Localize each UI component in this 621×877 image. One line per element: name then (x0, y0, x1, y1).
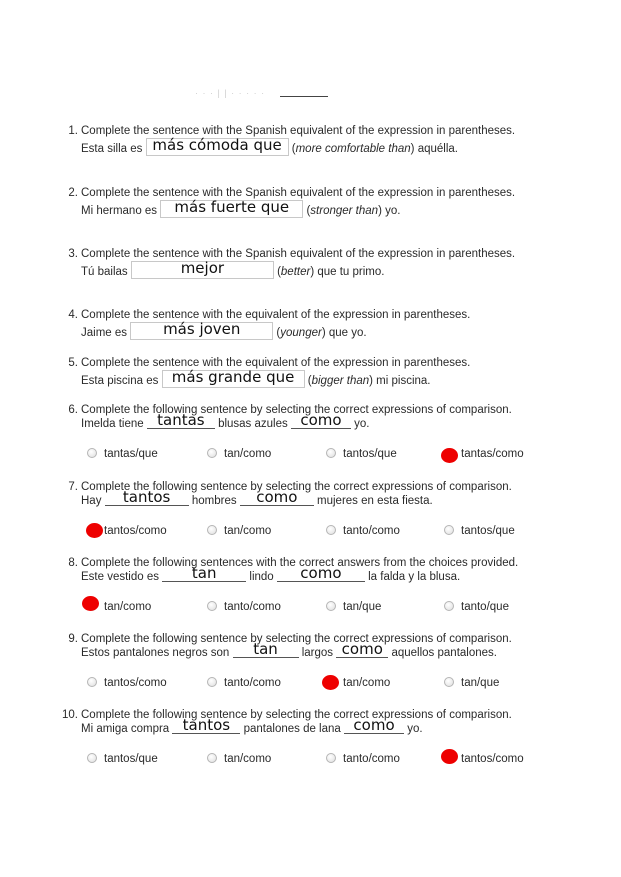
option-2[interactable] (207, 752, 271, 766)
option-label: tantos/que (461, 525, 515, 537)
question-number: 1. (68, 125, 78, 137)
option-label: tantos/como (461, 753, 524, 765)
sentence-end: aquélla. (417, 143, 458, 155)
answer-blank-2 (291, 411, 351, 429)
sentence-end: yo. (385, 205, 401, 217)
radio-button[interactable] (207, 448, 217, 458)
radio-button[interactable] (207, 525, 217, 535)
option-label: tantas/como (461, 448, 524, 460)
answer-blank-2 (240, 488, 314, 506)
sentence-start: Imelda tiene (81, 418, 144, 430)
question-instruction: Complete the sentence with the Spanish equivalent of the expression in parentheses. (81, 125, 516, 137)
question-sentence (81, 716, 521, 736)
question-sentence: Esta piscina es más grande que (bigger than) mi piscina. (81, 368, 431, 387)
option-2[interactable] (207, 676, 281, 690)
option-label: tanto/que (461, 601, 509, 613)
question-sentence (81, 411, 521, 431)
option-label: tan/como (224, 525, 272, 537)
radio-button[interactable] (207, 601, 217, 611)
option-3[interactable] (326, 600, 381, 614)
radio-button[interactable] (326, 525, 336, 535)
question-instruction: Complete the following sentence by selecting the correct expressions of comparison. (81, 709, 512, 721)
english-hint: bigger than (311, 375, 370, 387)
option-label: tan/que (461, 677, 500, 689)
radio-button[interactable] (87, 753, 97, 763)
question-instruction: Complete the sentence with the equivalent of the expression in parentheses. (81, 357, 471, 369)
options-q8 (0, 600, 621, 616)
sentence-start: Hay (81, 495, 102, 507)
sentence-start: Mi hermano es (81, 205, 158, 217)
handwritten-answer: más grande que (171, 368, 295, 386)
sentence-end: que tu primo. (317, 266, 385, 278)
option-label: tanto/como (343, 525, 400, 537)
handwritten-answer: tan (253, 640, 278, 658)
question-instruction: Complete the following sentence by selecting the correct expressions of comparison. (81, 481, 512, 493)
handwritten-answer: más cómoda que (152, 136, 282, 154)
answer-blank-2 (344, 716, 404, 734)
radio-button[interactable] (87, 448, 97, 458)
sentence-start: Estos pantalones negros son (81, 647, 230, 659)
sentence-end: aquellos pantalones. (391, 647, 497, 659)
faded-header-line (195, 88, 425, 102)
sentence-end: la falda y la blusa. (368, 571, 461, 583)
sentence-middle: blusas azules (218, 418, 288, 430)
option-label: tantos/que (343, 448, 397, 460)
faded-header-text: · · · | | · · · · · (195, 88, 266, 98)
options-q10 (0, 752, 621, 768)
radio-button[interactable] (444, 601, 454, 611)
sentence-start: Tú bailas (81, 266, 128, 278)
answer-input[interactable] (162, 370, 305, 388)
question-sentence (81, 564, 521, 584)
sentence-middle: pantalones de lana (243, 723, 341, 735)
question-instruction: Complete the sentence with the Spanish equivalent of the expression in parentheses. (81, 248, 516, 260)
question-sentence: Tú bailas mejor (better) que tu primo. (81, 259, 385, 278)
answer-input[interactable] (160, 200, 303, 218)
question-number: 4. (68, 309, 78, 321)
answer-input[interactable] (130, 322, 273, 340)
question-sentence (81, 488, 521, 508)
option-label: tanto/como (224, 601, 281, 613)
answer-blank-2 (336, 640, 388, 658)
handwritten-answer: más fuerte que (174, 198, 290, 216)
sentence-start: Este vestido es (81, 571, 159, 583)
option-label: tan/como (343, 677, 391, 689)
radio-button[interactable] (326, 448, 336, 458)
handwritten-answer: tan (191, 564, 217, 582)
handwritten-answer: tantos (182, 716, 231, 734)
radio-button[interactable] (207, 677, 217, 687)
question-instruction: Complete the following sentence by selecting the correct expressions of comparison. (81, 404, 512, 416)
english-hint: stronger than (310, 205, 379, 217)
question-number: 8. (68, 557, 78, 569)
question-number: 10. (62, 709, 78, 721)
option-4[interactable] (444, 676, 499, 690)
sentence-start: Jaime es (81, 327, 128, 339)
question-number: 9. (68, 633, 78, 645)
options-q9 (0, 676, 621, 692)
sentence-end: yo. (354, 418, 370, 430)
option-1[interactable] (87, 447, 158, 461)
option-label: tantos/como (104, 525, 167, 537)
handwritten-answer: como (353, 716, 395, 734)
selected-answer-mark (86, 523, 103, 538)
question-instruction: Complete the following sentence by selecting the correct expressions of comparison. (81, 633, 512, 645)
answer-blank-1 (233, 640, 299, 658)
radio-button[interactable] (326, 601, 336, 611)
answer-input[interactable] (131, 261, 274, 279)
sentence-end: mujeres en esta fiesta. (317, 495, 433, 507)
sentence-end: yo. (407, 723, 423, 735)
radio-button[interactable] (326, 753, 336, 763)
option-1[interactable] (87, 752, 158, 766)
answer-blank-1 (162, 564, 246, 582)
question-sentence: Jaime es más joven (younger) que yo. (81, 320, 367, 339)
question-number: 6. (68, 404, 78, 416)
selected-answer-mark (322, 675, 339, 690)
option-2[interactable] (207, 524, 271, 538)
sentence-start: Mi amiga compra (81, 723, 170, 735)
question-sentence: Mi hermano es más fuerte que (stronger than) yo. (81, 198, 401, 217)
english-hint: younger (280, 327, 322, 339)
handwritten-answer: más joven (163, 320, 241, 338)
question-sentence (81, 640, 521, 660)
handwritten-answer: como (300, 411, 342, 429)
question-instruction: Complete the following sentences with the correct answers from the choices provided. (81, 557, 519, 569)
question-sentence: Esta silla es más cómoda que (more comfortable than) aquélla. (81, 136, 458, 155)
radio-button[interactable] (444, 677, 454, 687)
option-label: tanto/como (343, 753, 400, 765)
option-4[interactable] (444, 524, 515, 538)
option-label: tan/como (104, 601, 152, 613)
english-hint: better (280, 266, 311, 278)
question-number: 3. (68, 248, 78, 260)
option-2[interactable] (207, 447, 271, 461)
handwritten-answer: tantas (157, 411, 205, 429)
option-1[interactable] (87, 676, 167, 690)
radio-button[interactable] (207, 753, 217, 763)
option-label: tantos/que (104, 753, 158, 765)
option-4[interactable] (444, 600, 509, 614)
sentence-end: que yo. (328, 327, 367, 339)
question-number: 5. (68, 357, 78, 369)
answer-blank-2 (277, 564, 365, 582)
option-label: tan/que (343, 601, 382, 613)
selected-answer-mark (82, 596, 99, 611)
question-number: 2. (68, 187, 78, 199)
handwritten-answer: como (300, 564, 342, 582)
answer-blank-1 (105, 488, 189, 506)
option-2[interactable] (207, 600, 281, 614)
option-label: tanto/como (224, 677, 281, 689)
sentence-end: mi piscina. (376, 375, 431, 387)
faded-header-blank (280, 96, 328, 97)
answer-blank-1 (172, 716, 240, 734)
option-3[interactable] (326, 447, 397, 461)
option-label: tantas/que (104, 448, 158, 460)
handwritten-answer: como (256, 488, 298, 506)
answer-blank-1 (147, 411, 215, 429)
question-instruction: Complete the sentence with the equivalent of the expression in parentheses. (81, 309, 471, 321)
option-label: tan/como (224, 753, 272, 765)
sentence-middle: largos (301, 647, 334, 659)
sentence-start: Esta piscina es (81, 375, 159, 387)
question-number: 7. (68, 481, 78, 493)
option-3[interactable] (326, 752, 400, 766)
handwritten-answer: mejor (180, 259, 225, 277)
option-label: tantos/como (104, 677, 167, 689)
sentence-middle: hombres (191, 495, 237, 507)
english-hint: more comfortable than (295, 143, 411, 155)
options-q6 (0, 447, 621, 463)
answer-input[interactable] (146, 138, 289, 156)
sentence-middle: lindo (249, 571, 274, 583)
sentence-start: Esta silla es (81, 143, 143, 155)
option-label: tan/como (224, 448, 272, 460)
handwritten-answer: como (341, 640, 383, 658)
options-q7 (0, 524, 621, 540)
question-instruction: Complete the sentence with the Spanish equivalent of the expression in parentheses. (81, 187, 516, 199)
selected-answer-mark (441, 448, 458, 463)
handwritten-answer: tantos (122, 488, 171, 506)
radio-button[interactable] (87, 677, 97, 687)
option-3[interactable] (326, 524, 400, 538)
radio-button[interactable] (444, 525, 454, 535)
selected-answer-mark (441, 749, 458, 764)
